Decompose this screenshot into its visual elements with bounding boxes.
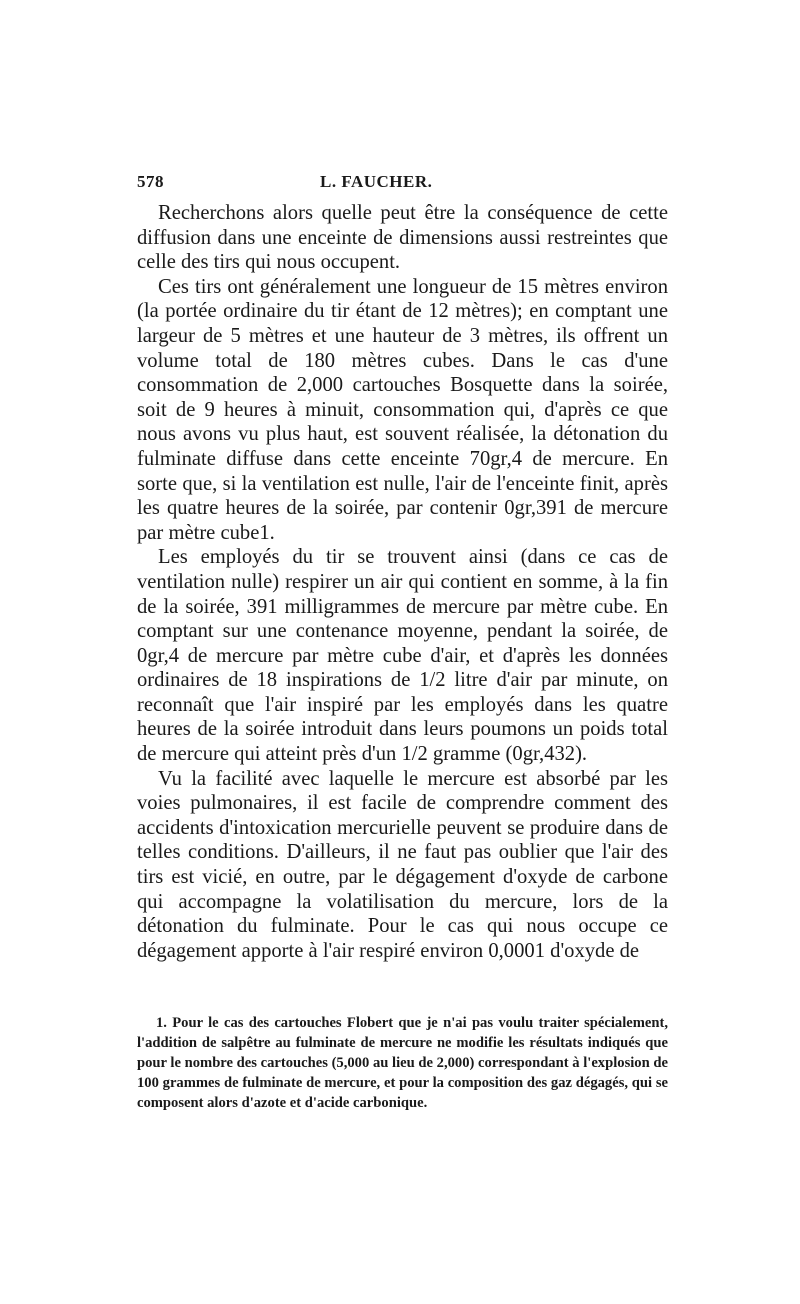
page-number: 578 [137, 172, 164, 191]
footnote [137, 1013, 668, 1113]
paragraph: Vu la facilité avec laquelle le mercure est absorbé par les voies pulmonaires, il est facile de comprendre comment des accidents d'intoxication mercurielle peuvent se produire dans de telles conditions. D'ailleurs, il ne faut pas oublier que l'air des tirs est vicié, en outre, par le dégagement d'oxyde de carbone qui accompagne la volatilisation du mercure, lors de la détonation du fulminate. Pour le cas qui nous occupe ce dégagement apporte à l'air respiré environ 0,0001 d'oxyde de [137, 767, 668, 962]
paragraph: Ces tirs ont généralement une longueur de 15 mètres environ (la portée ordinaire du tir étant de 12 mètres); en comptant une largeur de 5 mètres et une hauteur de 3 mètres, ils offrent un volume total de 180 mètres cubes. Dans le cas d'une consommation de 2,000 cartouches Bosquette dans la soirée, soit de 9 heures à minuit, consommation qui, d'après ce que nous avons vu plus haut, est souvent réalisée, la détonation du fulminate diffuse dans cette enceinte 70gr,4 de mercure. En sorte que, si la ventilation est nulle, l'air de l'enceinte finit, après les quatre heures de la soirée, par contenir 0gr,391 de mercure par mètre cube1. [137, 275, 668, 544]
body-text [137, 201, 668, 963]
running-title: L. FAUCHER. [320, 172, 433, 191]
paragraph: Les employés du tir se trouvent ainsi (dans ce cas de ventilation nulle) respirer un air qui contient en somme, à la fin de la soirée, 391 milligrammes de mercure par mètre cube. En comptant sur une contenance moyenne, pendant la soirée, de 0gr,4 de mercure par mètre cube d'air, et d'après les données ordinaires de 18 inspirations de 1/2 litre d'air par minute, on reconnaît que l'air inspiré par les employés dans les quatre heures de la soirée introduit dans leurs poumons un poids total de mercure qui atteint près d'un 1/2 gramme (0gr,432). [137, 546, 668, 766]
running-head [137, 172, 667, 196]
footnote-text: 1. Pour le cas des cartouches Flobert que je n'ai pas voulu traiter spécialement, l'addition de salpêtre au fulminate de mercure ne modifie les résultats indiqués que pour le nombre des cartouches (5,000 au lieu de 2,000) correspondant à l'explosion de 100 grammes de fulminate de mercure, et pour la composition des gaz dégagés, qui se composent alors d'azote et d'acide carbonique. [137, 1015, 668, 1111]
paragraph: Recherchons alors quelle peut être la conséquence de cette diffusion dans une enceinte de dimensions aussi restreintes que celle des tirs qui nous occupent. [137, 202, 668, 274]
